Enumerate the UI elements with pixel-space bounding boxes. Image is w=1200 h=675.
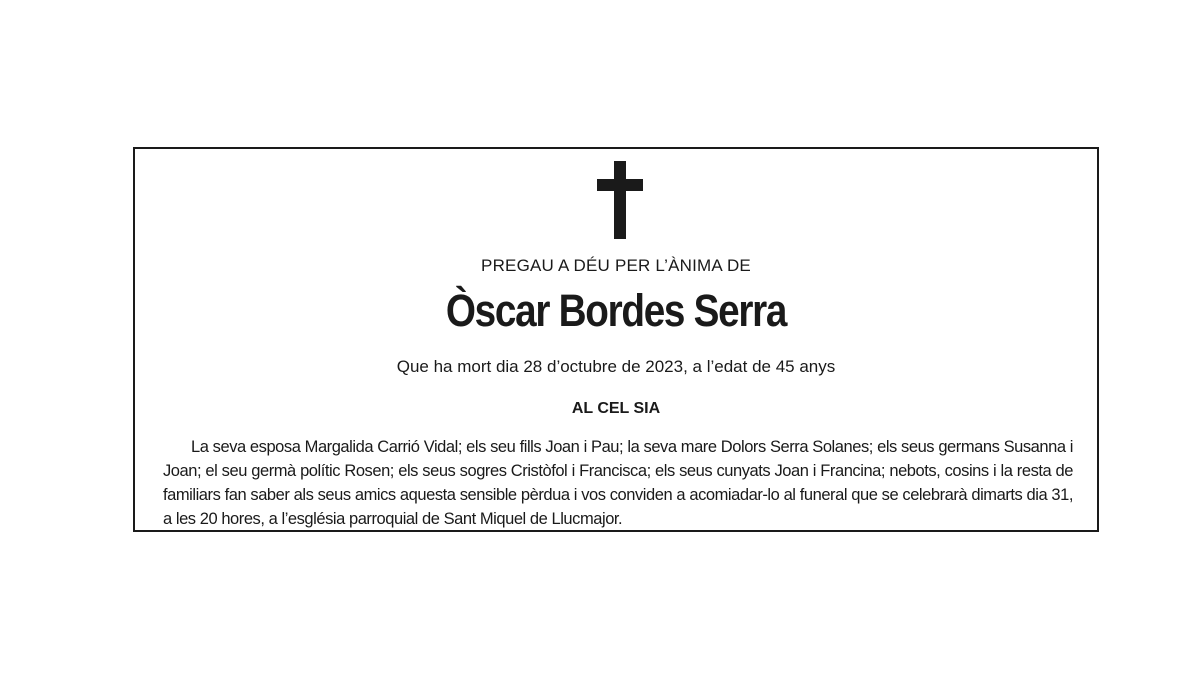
prayer-line: PREGAU A DÉU PER L’ÀNIMA DE xyxy=(481,256,751,275)
obituary-notice xyxy=(133,147,1099,532)
family-announcement: La seva esposa Margalida Carrió Vidal; els seu fills Joan i Pau; la seva mare Dolors Serra Solanes; els seus germans Susanna i Joan; el seu germà polític Rosen; els seus sogres Cristòfol i Francisca; els seus cunyats Joan i Francina; nebots, cosins i la resta de familiars fan saber als seus amics aquesta sensible pèrdua i vos conviden a acomiadar-lo al funeral que se celebrarà dimarts dia 31, a les 20 hores, a l’església parroquial de Sant Miquel de Llucmajor. xyxy=(163,438,1073,528)
cross-icon xyxy=(597,161,643,239)
death-info: Que ha mort dia 28 d’octubre de 2023, a l’edat de 45 anys xyxy=(396,357,836,376)
closing-line: AL CEL SIA xyxy=(571,400,661,417)
deceased-name: Òscar Bordes Serra xyxy=(445,285,787,336)
